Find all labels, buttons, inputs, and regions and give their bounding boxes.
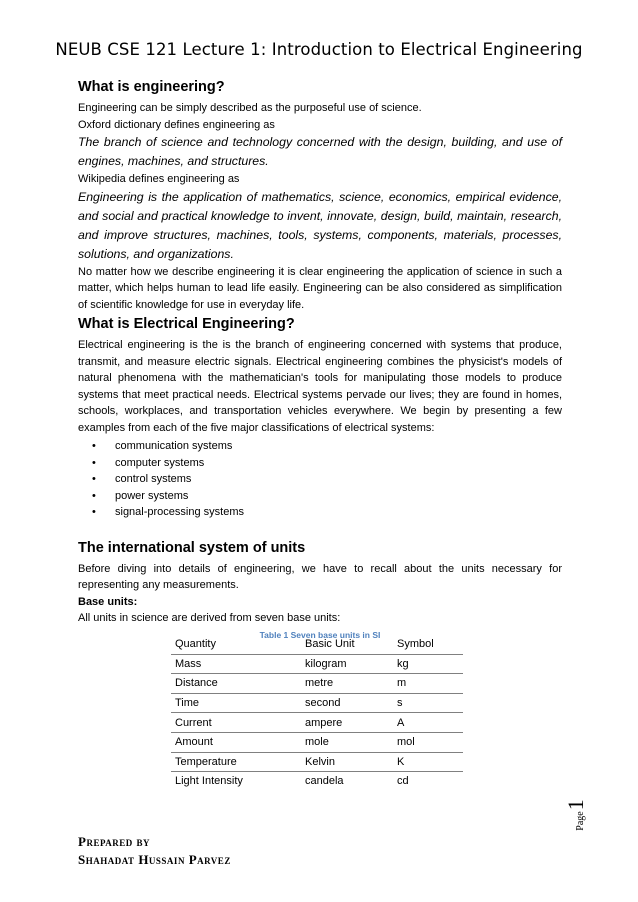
table-header-row [171,635,463,654]
heading-what-is-electrical-engineering: What is Electrical Engineering? [78,316,295,332]
quote-oxford-definition: The branch of science and technology concerned with the design, building, and use of engines, machines, and structures. [78,135,562,168]
table-row [171,654,463,674]
footer-author [78,833,231,869]
table-cell: Light Intensity [175,775,243,788]
paragraph-engineering-definition: Engineering can be simply described as the purposeful use of science. [78,102,422,114]
paragraph-base-units: All units in science are derived from seven base units: [78,612,341,624]
table-cell: candela [305,775,344,788]
document-body [78,76,562,642]
quote-wikipedia-definition: Engineering is the application of mathematics, science, economics, empirical evidence, and social and practical knowledge to invent, innovate, design, build, maintain, research, and improve structures, machines, tools, systems, components, materials, processes, solutions, and organizations. [78,189,562,261]
table-cell: Amount [171,732,301,752]
table-header-cell: Basic Unit [301,635,393,654]
bullet-icon: • [92,440,96,452]
table-cell: Mass [171,654,301,674]
table-cell: A [393,713,463,733]
paragraph-wikipedia-intro: Wikipedia defines engineering as [78,173,240,185]
footer-prepared-by: Prepared by [78,834,151,849]
list-item: • communication systems [78,438,562,455]
bullet-icon: • [92,506,96,518]
page-number: 1 [563,799,588,811]
table-cell: kg [393,654,463,674]
table-cell: second [301,693,393,713]
table-cell: mol [393,732,463,752]
table-row [171,693,463,713]
footer-author-name: Shahadat Hussain Parvez [78,852,231,867]
paragraph-oxford-intro: Oxford dictionary defines engineering as [78,118,275,131]
table-header-cell: Symbol [393,635,463,654]
table-cell: ampere [301,713,393,733]
bullet-icon: • [92,473,96,485]
list-item: • control systems [78,471,562,488]
table-row [171,674,463,694]
label-base-units: Base units: [78,595,138,608]
table-row [171,713,463,733]
table-cell: Time [171,693,301,713]
page-number-label [563,790,613,840]
table-cell: m [393,674,463,694]
table-row [171,752,463,772]
table-cell: Current [171,713,301,733]
table-cell: s [393,693,463,713]
page-word: Page [575,811,586,831]
page-header-title: NEUB CSE 121 Lecture 1: Introduction to Electrical Engineering [55,40,583,59]
table-cell: kilogram [301,654,393,674]
paragraph-engineering-summary: No matter how we describe engineering it is clear engineering the application of science in such a matter, which helps human to lead life easily. Engineering can be also considered as simplification of scientific knowledge for use in everyday life. [78,265,562,311]
paragraph-units-intro: Before diving into details of engineering, we have to recall about the units necessary for representing any measurements. [78,562,562,591]
electrical-systems-list [78,438,562,521]
table-cell: mole [301,732,393,752]
si-base-units-table [171,635,463,791]
table-cell: cd [397,775,409,788]
bullet-icon: • [92,489,96,502]
table-header-cell: Quantity [171,635,301,654]
table-row [171,732,463,752]
table-cell: metre [301,674,393,694]
table-cell: Distance [171,674,301,694]
table-caption: Table 1 Seven base units in SI [259,629,381,640]
paragraph-electrical-engineering: Electrical engineering is the is the branch of engineering concerned with systems that produce, transmit, and measure electric signals. Electrical engineering combines the physicist's models of natural phenomena with the mathematician's tools for manipulating those models to produce systems that meet practical needs. Electrical systems pervade our lives; they are found in homes, schools, workplaces, and transportation vehicles everywhere. We begin by presenting a few examples from each of the five major classifications of electrical systems: [78,339,562,434]
heading-international-system-of-units: The international system of units [78,539,306,556]
table-row [171,772,463,791]
list-item: • power systems [78,488,562,505]
list-item: • computer systems [78,455,562,472]
bullet-icon: • [92,456,96,469]
table-cell: Temperature [171,752,301,772]
heading-what-is-engineering: What is engineering? [78,79,225,95]
list-item: • signal-processing systems [78,504,562,521]
table-cell: K [393,752,463,772]
table-cell: Kelvin [301,752,393,772]
